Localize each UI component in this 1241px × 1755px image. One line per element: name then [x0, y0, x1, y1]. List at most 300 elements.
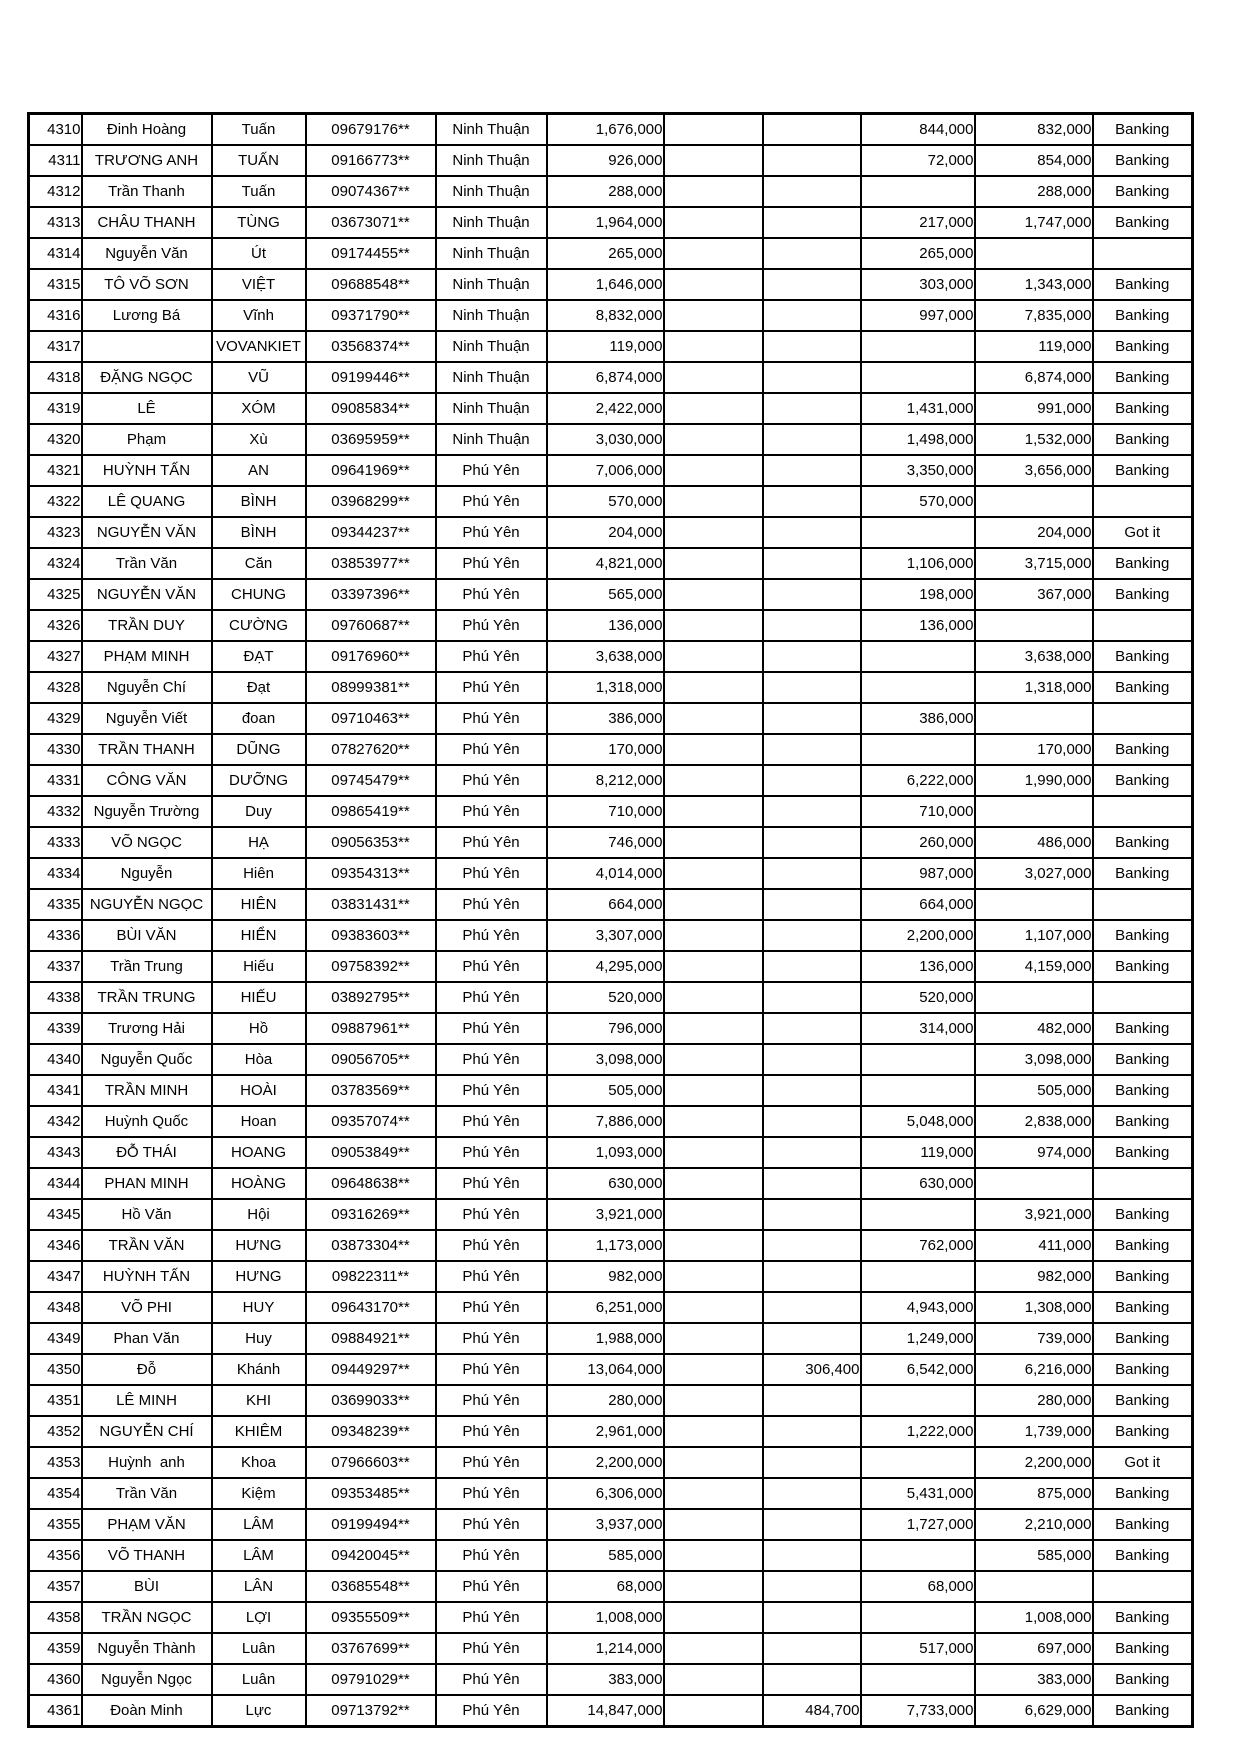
cell-name_first: Đỗ	[82, 1354, 212, 1385]
cell-amount_2: 260,000	[861, 827, 975, 858]
cell-blank_1	[664, 362, 763, 393]
cell-name_first: Trần Trung	[82, 951, 212, 982]
cell-blank_2	[763, 1230, 861, 1261]
cell-amount_1: 3,098,000	[547, 1044, 664, 1075]
table-row	[29, 1478, 1193, 1509]
cell-name_last: CHUNG	[212, 579, 306, 610]
cell-id: 4336	[29, 920, 82, 951]
cell-blank_1	[664, 610, 763, 641]
cell-amount_1: 1,318,000	[547, 672, 664, 703]
cell-blank_2	[763, 951, 861, 982]
cell-amount_3: 697,000	[975, 1633, 1093, 1664]
cell-amount_1: 3,307,000	[547, 920, 664, 951]
cell-amount_3: 2,200,000	[975, 1447, 1093, 1478]
cell-province: Phú Yên	[436, 1044, 547, 1075]
cell-amount_2	[861, 1199, 975, 1230]
cell-blank_1	[664, 238, 763, 269]
table-row	[29, 1106, 1193, 1137]
cell-phone_masked: 09348239**	[306, 1416, 436, 1447]
cell-amount_1: 68,000	[547, 1571, 664, 1602]
table-row	[29, 1695, 1193, 1727]
cell-phone_masked: 03699033**	[306, 1385, 436, 1416]
cell-province: Phú Yên	[436, 1664, 547, 1695]
cell-blank_1	[664, 1664, 763, 1695]
cell-phone_masked: 09745479**	[306, 765, 436, 796]
cell-province: Ninh Thuận	[436, 114, 547, 146]
table-row	[29, 145, 1193, 176]
cell-phone_masked: 09353485**	[306, 1478, 436, 1509]
table-row	[29, 331, 1193, 362]
cell-name_first: Trần Thanh	[82, 176, 212, 207]
table-row	[29, 1571, 1193, 1602]
cell-amount_2	[861, 1447, 975, 1478]
cell-blank_1	[664, 703, 763, 734]
cell-name_first: LÊ MINH	[82, 1385, 212, 1416]
cell-province: Phú Yên	[436, 858, 547, 889]
cell-amount_1: 8,832,000	[547, 300, 664, 331]
table-row	[29, 1013, 1193, 1044]
table-row	[29, 300, 1193, 331]
cell-name_last: Khánh	[212, 1354, 306, 1385]
cell-blank_2	[763, 1540, 861, 1571]
cell-phone_masked: 03673071**	[306, 207, 436, 238]
cell-amount_3: 170,000	[975, 734, 1093, 765]
cell-name_first: TRẦN TRUNG	[82, 982, 212, 1013]
cell-phone_masked: 09166773**	[306, 145, 436, 176]
cell-name_first: ĐẶNG NGỌC	[82, 362, 212, 393]
cell-blank_1	[664, 207, 763, 238]
cell-name_last: LỢI	[212, 1602, 306, 1633]
cell-blank_1	[664, 548, 763, 579]
cell-amount_3: 1,532,000	[975, 424, 1093, 455]
cell-name_last: Hiếu	[212, 951, 306, 982]
cell-name_last: KHIÊM	[212, 1416, 306, 1447]
cell-blank_2	[763, 331, 861, 362]
cell-amount_1: 288,000	[547, 176, 664, 207]
cell-province: Phú Yên	[436, 951, 547, 982]
cell-amount_2	[861, 176, 975, 207]
cell-amount_1: 6,874,000	[547, 362, 664, 393]
cell-blank_1	[664, 393, 763, 424]
cell-amount_1: 664,000	[547, 889, 664, 920]
cell-amount_3: 1,990,000	[975, 765, 1093, 796]
cell-amount_2	[861, 1664, 975, 1695]
table-row	[29, 548, 1193, 579]
cell-amount_3: 1,308,000	[975, 1292, 1093, 1323]
cell-blank_2	[763, 548, 861, 579]
cell-amount_2: 3,350,000	[861, 455, 975, 486]
cell-name_last: Đạt	[212, 672, 306, 703]
cell-name_last: Hòa	[212, 1044, 306, 1075]
cell-amount_3	[975, 610, 1093, 641]
table-row	[29, 579, 1193, 610]
cell-phone_masked: 03853977**	[306, 548, 436, 579]
cell-status: Banking	[1093, 269, 1193, 300]
cell-name_last: đoan	[212, 703, 306, 734]
cell-amount_2: 987,000	[861, 858, 975, 889]
cell-amount_3: 119,000	[975, 331, 1093, 362]
cell-blank_1	[664, 176, 763, 207]
cell-status: Got it	[1093, 1447, 1193, 1478]
cell-id: 4341	[29, 1075, 82, 1106]
cell-name_last: BÌNH	[212, 517, 306, 548]
cell-status	[1093, 889, 1193, 920]
cell-blank_2	[763, 672, 861, 703]
cell-status: Banking	[1093, 1695, 1193, 1727]
cell-phone_masked: 09355509**	[306, 1602, 436, 1633]
cell-name_first: Nguyễn Trường	[82, 796, 212, 827]
table-row	[29, 1354, 1193, 1385]
cell-amount_2: 2,200,000	[861, 920, 975, 951]
cell-amount_3: 1,318,000	[975, 672, 1093, 703]
cell-phone_masked: 03767699**	[306, 1633, 436, 1664]
cell-amount_3: 204,000	[975, 517, 1093, 548]
cell-amount_1: 7,006,000	[547, 455, 664, 486]
cell-province: Phú Yên	[436, 1571, 547, 1602]
cell-status	[1093, 238, 1193, 269]
cell-name_last: Tuấn	[212, 114, 306, 146]
cell-id: 4324	[29, 548, 82, 579]
cell-blank_2	[763, 1447, 861, 1478]
cell-name_last: Út	[212, 238, 306, 269]
cell-status: Banking	[1093, 114, 1193, 146]
cell-name_last: TUẤN	[212, 145, 306, 176]
cell-name_last: Hội	[212, 1199, 306, 1230]
cell-blank_2	[763, 1013, 861, 1044]
cell-name_last: HƯNG	[212, 1261, 306, 1292]
cell-name_first: Huỳnh anh	[82, 1447, 212, 1478]
cell-blank_1	[664, 1261, 763, 1292]
cell-amount_2: 136,000	[861, 610, 975, 641]
cell-name_first: Nguyễn Văn	[82, 238, 212, 269]
cell-name_first: Nguyễn Thành	[82, 1633, 212, 1664]
table-row	[29, 114, 1193, 146]
cell-status: Banking	[1093, 424, 1193, 455]
cell-id: 4343	[29, 1137, 82, 1168]
cell-blank_2	[763, 579, 861, 610]
cell-province: Ninh Thuận	[436, 300, 547, 331]
cell-blank_2	[763, 1106, 861, 1137]
cell-amount_3: 3,656,000	[975, 455, 1093, 486]
cell-status	[1093, 1571, 1193, 1602]
cell-province: Phú Yên	[436, 1168, 547, 1199]
table-row	[29, 1137, 1193, 1168]
cell-phone_masked: 09174455**	[306, 238, 436, 269]
cell-name_first: TRẦN VĂN	[82, 1230, 212, 1261]
cell-amount_2: 1,498,000	[861, 424, 975, 455]
cell-name_last: VOVANKIET	[212, 331, 306, 362]
cell-phone_masked: 08999381**	[306, 672, 436, 703]
cell-name_first: LÊ	[82, 393, 212, 424]
cell-amount_3: 982,000	[975, 1261, 1093, 1292]
cell-amount_2: 1,431,000	[861, 393, 975, 424]
cell-phone_masked: 09199494**	[306, 1509, 436, 1540]
cell-id: 4342	[29, 1106, 82, 1137]
cell-amount_2: 265,000	[861, 238, 975, 269]
cell-amount_3: 7,835,000	[975, 300, 1093, 331]
cell-name_first: TRẦN THANH	[82, 734, 212, 765]
cell-id: 4323	[29, 517, 82, 548]
cell-province: Ninh Thuận	[436, 424, 547, 455]
cell-amount_3: 3,027,000	[975, 858, 1093, 889]
cell-name_last: VIỆT	[212, 269, 306, 300]
cell-status: Banking	[1093, 1664, 1193, 1695]
cell-status: Banking	[1093, 1044, 1193, 1075]
cell-amount_2: 710,000	[861, 796, 975, 827]
cell-blank_1	[664, 1540, 763, 1571]
cell-amount_1: 3,921,000	[547, 1199, 664, 1230]
cell-amount_1: 2,200,000	[547, 1447, 664, 1478]
cell-amount_3: 974,000	[975, 1137, 1093, 1168]
cell-phone_masked: 09357074**	[306, 1106, 436, 1137]
cell-id: 4315	[29, 269, 82, 300]
cell-amount_2: 517,000	[861, 1633, 975, 1664]
cell-name_last: KHI	[212, 1385, 306, 1416]
cell-amount_2	[861, 1385, 975, 1416]
cell-name_first: CHÂU THANH	[82, 207, 212, 238]
cell-id: 4335	[29, 889, 82, 920]
table-row	[29, 269, 1193, 300]
cell-name_last: DŨNG	[212, 734, 306, 765]
cell-blank_2	[763, 703, 861, 734]
cell-phone_masked: 09176960**	[306, 641, 436, 672]
cell-amount_3: 6,629,000	[975, 1695, 1093, 1727]
cell-status: Banking	[1093, 548, 1193, 579]
cell-amount_2	[861, 1602, 975, 1633]
cell-id: 4325	[29, 579, 82, 610]
cell-blank_2	[763, 176, 861, 207]
cell-name_first: BÙI VĂN	[82, 920, 212, 951]
cell-blank_1	[664, 145, 763, 176]
cell-province: Phú Yên	[436, 641, 547, 672]
cell-blank_1	[664, 1509, 763, 1540]
cell-blank_2	[763, 1323, 861, 1354]
cell-name_first: PHẠM VĂN	[82, 1509, 212, 1540]
cell-province: Phú Yên	[436, 579, 547, 610]
cell-blank_2	[763, 982, 861, 1013]
cell-phone_masked: 03783569**	[306, 1075, 436, 1106]
cell-province: Ninh Thuận	[436, 269, 547, 300]
cell-amount_3: 482,000	[975, 1013, 1093, 1044]
cell-name_last: Hồ	[212, 1013, 306, 1044]
cell-blank_1	[664, 641, 763, 672]
cell-province: Ninh Thuận	[436, 176, 547, 207]
table-row	[29, 889, 1193, 920]
cell-id: 4340	[29, 1044, 82, 1075]
cell-blank_2	[763, 827, 861, 858]
cell-status	[1093, 703, 1193, 734]
cell-amount_1: 170,000	[547, 734, 664, 765]
cell-phone_masked: 09679176**	[306, 114, 436, 146]
cell-province: Ninh Thuận	[436, 331, 547, 362]
cell-blank_2	[763, 1168, 861, 1199]
cell-amount_3: 1,008,000	[975, 1602, 1093, 1633]
cell-amount_2: 217,000	[861, 207, 975, 238]
cell-status: Banking	[1093, 455, 1193, 486]
cell-name_first: Đinh Hoàng	[82, 114, 212, 146]
table-row	[29, 610, 1193, 641]
cell-phone_masked: 09056353**	[306, 827, 436, 858]
cell-amount_1: 926,000	[547, 145, 664, 176]
cell-amount_2: 68,000	[861, 1571, 975, 1602]
cell-blank_2	[763, 362, 861, 393]
cell-amount_1: 14,847,000	[547, 1695, 664, 1727]
cell-name_first: Hồ Văn	[82, 1199, 212, 1230]
cell-amount_2: 1,106,000	[861, 548, 975, 579]
cell-name_last: LÂM	[212, 1540, 306, 1571]
table-row	[29, 393, 1193, 424]
cell-status: Banking	[1093, 331, 1193, 362]
cell-province: Phú Yên	[436, 1013, 547, 1044]
cell-status: Banking	[1093, 1540, 1193, 1571]
cell-amount_2: 303,000	[861, 269, 975, 300]
table-row	[29, 517, 1193, 548]
cell-province: Ninh Thuận	[436, 238, 547, 269]
cell-id: 4353	[29, 1447, 82, 1478]
cell-amount_2: 1,222,000	[861, 1416, 975, 1447]
cell-name_last: TÙNG	[212, 207, 306, 238]
cell-blank_1	[664, 889, 763, 920]
cell-status: Banking	[1093, 951, 1193, 982]
cell-name_first: NGUYỄN CHÍ	[82, 1416, 212, 1447]
table-row	[29, 238, 1193, 269]
cell-name_last: HƯNG	[212, 1230, 306, 1261]
cell-amount_1: 2,422,000	[547, 393, 664, 424]
cell-status: Banking	[1093, 1106, 1193, 1137]
cell-province: Phú Yên	[436, 827, 547, 858]
cell-name_first: TRƯƠNG ANH	[82, 145, 212, 176]
cell-amount_2: 570,000	[861, 486, 975, 517]
cell-amount_1: 383,000	[547, 1664, 664, 1695]
cell-amount_2	[861, 1261, 975, 1292]
table-row	[29, 1633, 1193, 1664]
cell-amount_2	[861, 517, 975, 548]
cell-status	[1093, 610, 1193, 641]
cell-amount_1: 1,173,000	[547, 1230, 664, 1261]
cell-amount_1: 7,886,000	[547, 1106, 664, 1137]
cell-blank_1	[664, 517, 763, 548]
cell-phone_masked: 09085834**	[306, 393, 436, 424]
cell-blank_1	[664, 858, 763, 889]
table-row	[29, 1323, 1193, 1354]
table-row	[29, 703, 1193, 734]
cell-province: Phú Yên	[436, 765, 547, 796]
cell-name_last: HIẾU	[212, 982, 306, 1013]
cell-amount_1: 2,961,000	[547, 1416, 664, 1447]
cell-name_last: ĐẠT	[212, 641, 306, 672]
cell-name_last: BÌNH	[212, 486, 306, 517]
cell-phone_masked: 09199446**	[306, 362, 436, 393]
cell-amount_2: 136,000	[861, 951, 975, 982]
cell-status	[1093, 486, 1193, 517]
cell-id: 4338	[29, 982, 82, 1013]
cell-name_first: Trần Văn	[82, 1478, 212, 1509]
cell-name_first: Nguyễn Viết	[82, 703, 212, 734]
table-row	[29, 362, 1193, 393]
cell-name_last: VŨ	[212, 362, 306, 393]
cell-id: 4352	[29, 1416, 82, 1447]
cell-province: Phú Yên	[436, 672, 547, 703]
cell-blank_1	[664, 579, 763, 610]
cell-amount_3	[975, 1571, 1093, 1602]
cell-blank_2	[763, 393, 861, 424]
cell-status: Banking	[1093, 1075, 1193, 1106]
cell-status: Banking	[1093, 1385, 1193, 1416]
cell-blank_2	[763, 238, 861, 269]
table-row	[29, 734, 1193, 765]
cell-amount_3: 411,000	[975, 1230, 1093, 1261]
cell-id: 4360	[29, 1664, 82, 1695]
cell-phone_masked: 09884921**	[306, 1323, 436, 1354]
cell-amount_2	[861, 1044, 975, 1075]
cell-status: Banking	[1093, 393, 1193, 424]
cell-id: 4339	[29, 1013, 82, 1044]
cell-phone_masked: 03892795**	[306, 982, 436, 1013]
cell-blank_1	[664, 1416, 763, 1447]
cell-blank_1	[664, 300, 763, 331]
cell-province: Phú Yên	[436, 455, 547, 486]
cell-amount_1: 265,000	[547, 238, 664, 269]
cell-name_first: Nguyễn Ngọc	[82, 1664, 212, 1695]
cell-name_last: Huy	[212, 1323, 306, 1354]
cell-amount_2	[861, 1540, 975, 1571]
cell-name_first: Phan Văn	[82, 1323, 212, 1354]
cell-blank_1	[664, 1323, 763, 1354]
cell-blank_1	[664, 734, 763, 765]
cell-blank_2	[763, 765, 861, 796]
cell-blank_2	[763, 145, 861, 176]
cell-amount_1: 1,093,000	[547, 1137, 664, 1168]
cell-phone_masked: 09641969**	[306, 455, 436, 486]
cell-province: Phú Yên	[436, 889, 547, 920]
cell-phone_masked: 09344237**	[306, 517, 436, 548]
cell-amount_2	[861, 1075, 975, 1106]
cell-status: Banking	[1093, 579, 1193, 610]
cell-name_last: Khoa	[212, 1447, 306, 1478]
cell-phone_masked: 09758392**	[306, 951, 436, 982]
cell-name_last: Kiệm	[212, 1478, 306, 1509]
cell-amount_3: 486,000	[975, 827, 1093, 858]
cell-amount_3: 6,874,000	[975, 362, 1093, 393]
cell-amount_3: 6,216,000	[975, 1354, 1093, 1385]
cell-name_last: Hiên	[212, 858, 306, 889]
cell-name_last: HẠ	[212, 827, 306, 858]
cell-status: Banking	[1093, 858, 1193, 889]
cell-status: Banking	[1093, 1633, 1193, 1664]
cell-name_last: HUY	[212, 1292, 306, 1323]
cell-id: 4354	[29, 1478, 82, 1509]
cell-amount_1: 520,000	[547, 982, 664, 1013]
cell-blank_1	[664, 1354, 763, 1385]
cell-amount_1: 6,251,000	[547, 1292, 664, 1323]
cell-blank_2	[763, 486, 861, 517]
cell-amount_2: 5,431,000	[861, 1478, 975, 1509]
cell-phone_masked: 09074367**	[306, 176, 436, 207]
cell-id: 4326	[29, 610, 82, 641]
table-row	[29, 641, 1193, 672]
cell-blank_1	[664, 1106, 763, 1137]
cell-status: Banking	[1093, 1416, 1193, 1447]
table-row	[29, 1416, 1193, 1447]
cell-amount_1: 746,000	[547, 827, 664, 858]
cell-blank_1	[664, 827, 763, 858]
cell-amount_2: 119,000	[861, 1137, 975, 1168]
cell-amount_2: 314,000	[861, 1013, 975, 1044]
table-row	[29, 1602, 1193, 1633]
cell-province: Phú Yên	[436, 920, 547, 951]
table-row	[29, 1292, 1193, 1323]
cell-amount_1: 119,000	[547, 331, 664, 362]
